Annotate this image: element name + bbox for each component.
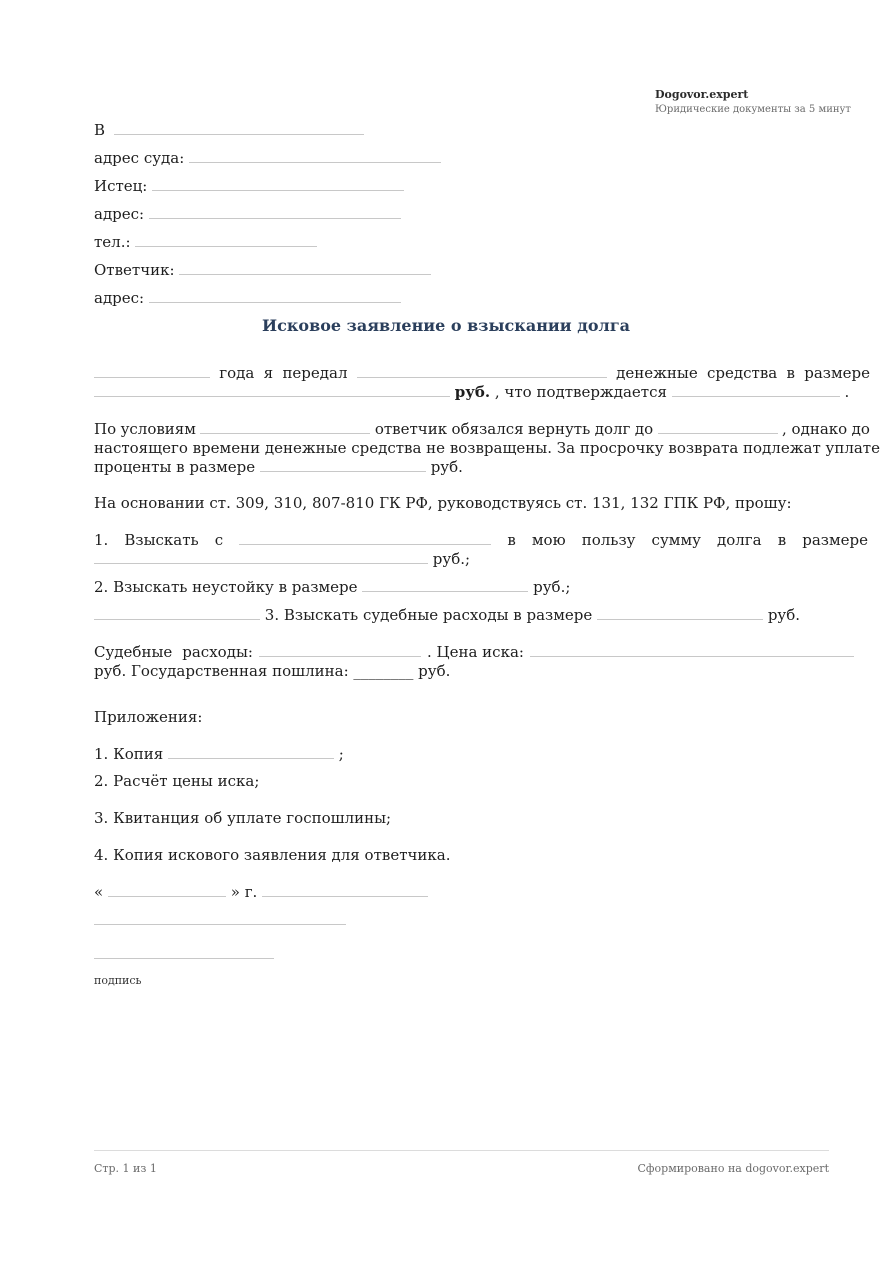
para1-word: размере — [804, 364, 870, 382]
para2-word: вернуть — [528, 420, 591, 438]
interest-label: проценты в размере — [94, 458, 256, 476]
page-number: Стр. 1 из 1 — [94, 1162, 157, 1175]
req1-word: долга — [717, 531, 762, 549]
rub-bold: руб. — [454, 383, 491, 401]
req1-word: размере — [802, 531, 868, 549]
penalty-blank[interactable] — [362, 579, 528, 592]
req1-word: мою — [531, 531, 566, 549]
due-date-blank[interactable] — [658, 421, 778, 434]
para1-word: денежные — [616, 364, 698, 382]
court-address-row — [94, 149, 441, 168]
para1-line2 — [94, 383, 849, 402]
claim-price-label: . Цена иска: — [426, 643, 524, 661]
req3-end: руб. — [767, 606, 801, 624]
req1-end: руб.; — [432, 550, 471, 568]
date-year-suffix: » г. — [230, 883, 258, 901]
signatory-name-blank[interactable] — [94, 910, 346, 925]
legal-basis: На основании ст. 309, 310, 807-810 ГК РФ, руководствуясь ст. 131, 132 ГПК РФ, прошу: — [94, 494, 792, 512]
req1-word: пользу — [581, 531, 636, 549]
req2-label: 2. Взыскать неустойку в размере — [94, 578, 358, 596]
req1-word: Взыскать — [124, 531, 199, 549]
req1-word: в — [777, 531, 787, 549]
para1-end: . — [844, 383, 850, 401]
plaintiff-blank[interactable] — [152, 178, 404, 191]
transfer-date-blank[interactable] — [94, 365, 210, 378]
req1-line2 — [94, 550, 470, 569]
req1-word: с — [214, 531, 224, 549]
defendant-address-blank[interactable] — [149, 290, 401, 303]
req3-leading-blank[interactable] — [94, 607, 260, 620]
attachment-item-4: 4. Копия искового заявления для ответчика. — [94, 846, 451, 864]
costs-line2: руб. Государственная пошлина: ________ руб. — [94, 662, 451, 680]
attachment-1-end: ; — [338, 745, 344, 763]
attachment-item-1 — [94, 745, 344, 764]
costs-word: Судебные — [94, 643, 173, 661]
addressee-to-blank[interactable] — [114, 122, 364, 135]
para1-line1 — [94, 364, 870, 383]
phone-label: тел.: — [94, 233, 131, 251]
attachments-title: Приложения: — [94, 708, 203, 726]
interest-blank[interactable] — [260, 459, 426, 472]
plaintiff-label: Истец: — [94, 177, 148, 195]
plaintiff-address-label: адрес: — [94, 205, 145, 223]
para2-word: По — [94, 420, 117, 438]
phone-row — [94, 233, 317, 252]
plaintiff-row — [94, 177, 404, 196]
date-day-blank[interactable] — [108, 884, 226, 897]
brand-name: Dogovor.expert — [655, 88, 749, 101]
attachment-item-2: 2. Расчёт цены иска; — [94, 772, 260, 790]
phone-blank[interactable] — [135, 234, 317, 247]
legal-costs-blank[interactable] — [597, 607, 763, 620]
para2-word: условиям — [120, 420, 196, 438]
defendant-blank[interactable] — [179, 262, 431, 275]
footer-divider — [94, 1150, 829, 1151]
plaintiff-address-blank[interactable] — [149, 206, 401, 219]
para2-word: долг — [594, 420, 631, 438]
document-title: Исковое заявление о взыскании долга — [261, 316, 630, 335]
costs-word: расходы: — [182, 643, 253, 661]
para2-line3 — [94, 458, 463, 477]
date-quote-open: « — [94, 883, 104, 901]
para2-line1 — [94, 420, 870, 439]
brand-tagline: Юридические документы за 5 минут — [655, 104, 851, 115]
interest-unit: руб. — [430, 458, 463, 476]
date-line — [94, 883, 428, 902]
defendant-label: Ответчик: — [94, 261, 175, 279]
claim-price-blank[interactable] — [530, 644, 854, 657]
costs-line1 — [94, 643, 854, 662]
para1-word: передал — [282, 364, 348, 382]
req1-word: в — [507, 531, 516, 549]
signature-label: подпись — [94, 974, 142, 987]
transfer-recipient-blank[interactable] — [357, 365, 607, 378]
defendant-row — [94, 261, 431, 280]
confirmation-doc-blank[interactable] — [672, 384, 840, 397]
para2-line2: настоящего времени денежные средства не возвращены. За просрочку возврата подлежат уплате — [94, 439, 880, 457]
plaintiff-address-row — [94, 205, 401, 224]
para2-word: до — [634, 420, 654, 438]
court-address-label: адрес суда: — [94, 149, 185, 167]
addressee-to-label: В — [94, 121, 106, 139]
para2-word: , однако — [782, 420, 848, 438]
date-year-blank[interactable] — [262, 884, 428, 897]
defendant-address-label: адрес: — [94, 289, 145, 307]
para2-word: ответчик — [374, 420, 448, 438]
req2-end: руб.; — [533, 578, 571, 596]
addressee-to — [94, 121, 364, 140]
para1-word: средства — [707, 364, 778, 382]
req3-label: 3. Взыскать судебные расходы в размере — [264, 606, 593, 624]
generated-by: Сформировано на dogovor.expert — [637, 1162, 829, 1175]
para2-word: обязался — [451, 420, 524, 438]
confirmed-text: , что подтверждается — [494, 383, 667, 401]
signature-blank[interactable] — [94, 944, 274, 959]
transfer-amount-blank[interactable] — [94, 384, 450, 397]
terms-blank[interactable] — [200, 421, 370, 434]
req1-word: сумму — [651, 531, 701, 549]
req1-word: 1. — [94, 531, 109, 549]
debt-amount-blank[interactable] — [94, 551, 428, 564]
defendant-address-row — [94, 289, 401, 308]
attachment-item-3: 3. Квитанция об уплате госпошлины; — [94, 809, 392, 827]
req2-line — [94, 578, 570, 597]
para1-word: я — [263, 364, 274, 382]
court-costs-blank[interactable] — [259, 644, 421, 657]
attachment-1-label: 1. Копия — [94, 745, 164, 763]
para1-word: в — [786, 364, 795, 382]
court-address-blank[interactable] — [189, 150, 441, 163]
para2-word: до — [851, 420, 870, 438]
attachment-1-blank[interactable] — [168, 746, 334, 759]
debtor-blank[interactable] — [239, 532, 491, 545]
para1-word: года — [219, 364, 255, 382]
req1-line1 — [94, 531, 868, 550]
req3-line — [94, 606, 800, 625]
